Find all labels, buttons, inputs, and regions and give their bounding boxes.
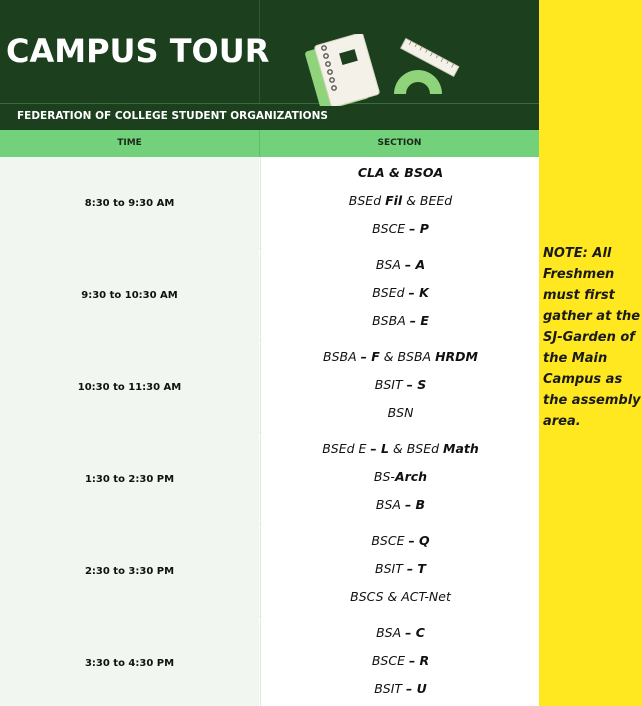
section-line <box>261 165 540 180</box>
section-text: & BSBA <box>379 349 436 364</box>
section-text: BSEd <box>372 285 409 300</box>
time-cell <box>0 341 259 433</box>
section-text: BSEd E <box>322 441 371 456</box>
section-cell <box>260 433 539 525</box>
section-text: Arch <box>394 469 428 484</box>
section-line <box>261 349 540 364</box>
section-text: & BSEd <box>389 441 444 456</box>
section-line <box>261 561 540 576</box>
section-cell <box>260 525 539 617</box>
section-text: BSA <box>376 625 406 640</box>
time-label: 1:30 to 2:30 PM <box>84 473 175 485</box>
table-row <box>0 433 539 525</box>
table-row <box>0 157 539 249</box>
column-header-section: SECTION <box>377 138 422 148</box>
section-text: BSEd <box>348 193 386 208</box>
section-line <box>261 533 540 548</box>
section-text: BSBA <box>372 313 410 328</box>
section-line <box>261 625 540 640</box>
note-panel <box>539 0 642 706</box>
section-line <box>261 681 540 696</box>
section-text: – F <box>360 349 380 364</box>
section-text: – Q <box>408 533 430 548</box>
protractor-icon <box>394 70 442 94</box>
section-line <box>261 193 540 208</box>
section-cell <box>260 341 539 433</box>
section-text: BSIT <box>375 561 407 576</box>
section-line <box>261 405 540 420</box>
section-line <box>261 469 540 484</box>
section-text: BSN <box>387 405 414 420</box>
time-cell <box>0 525 259 617</box>
time-label: 8:30 to 9:30 AM <box>84 197 175 209</box>
section-cell <box>260 249 539 341</box>
section-text: HRDM <box>435 349 478 364</box>
section-text: BSCE <box>372 221 410 236</box>
section-text: BSIT <box>374 377 407 392</box>
notebook-icon <box>304 34 379 106</box>
section-text: – E <box>409 313 429 328</box>
section-text: BSCE <box>371 533 409 548</box>
section-line <box>261 589 540 604</box>
section-text: – S <box>406 377 427 392</box>
time-label: 3:30 to 4:30 PM <box>84 657 175 669</box>
section-cell <box>260 617 539 706</box>
page-subtitle: FEDERATION OF COLLEGE STUDENT ORGANIZATIONS <box>17 110 328 122</box>
section-text: BSCE <box>371 653 409 668</box>
page-title: CAMPUS TOUR <box>6 32 270 70</box>
time-cell <box>0 249 259 341</box>
section-text: – C <box>405 625 425 640</box>
column-header-time: TIME <box>117 138 142 148</box>
section-line <box>261 313 540 328</box>
school-supplies-illustration <box>300 34 470 106</box>
section-line <box>261 221 540 236</box>
section-line <box>261 441 540 456</box>
time-cell <box>0 433 259 525</box>
section-line <box>261 377 540 392</box>
section-text: – R <box>408 653 430 668</box>
table-row <box>0 341 539 433</box>
table-row <box>0 617 539 706</box>
time-label: 10:30 to 11:30 AM <box>77 381 182 393</box>
section-text: BSA <box>375 257 405 272</box>
section-text: – T <box>406 561 426 576</box>
section-text: – B <box>404 497 426 512</box>
section-cell <box>260 157 539 249</box>
section-text: – A <box>404 257 426 272</box>
section-text: BSIT <box>374 681 407 696</box>
section-text: – U <box>406 681 427 696</box>
section-text: & BEEd <box>402 193 453 208</box>
assembly-note: NOTE: All Freshmen must first gather at the SJ-Garden of the Main Campus as the assembly area. <box>543 246 641 429</box>
time-cell <box>0 617 259 706</box>
column-header-row <box>0 130 539 157</box>
table-row <box>0 249 539 341</box>
schedule-table <box>0 157 539 706</box>
section-text: – K <box>408 285 429 300</box>
time-cell <box>0 157 259 249</box>
section-line <box>261 653 540 668</box>
table-row <box>0 525 539 617</box>
section-line <box>261 285 540 300</box>
section-line <box>261 497 540 512</box>
time-label: 2:30 to 3:30 PM <box>84 565 175 577</box>
section-text: BSA <box>375 497 405 512</box>
section-text: BSCS & ACT-Net <box>350 589 451 604</box>
section-text: – P <box>409 221 429 236</box>
time-label: 9:30 to 10:30 AM <box>81 289 178 301</box>
header <box>0 0 539 130</box>
section-line <box>261 257 540 272</box>
section-text: Fil <box>385 193 403 208</box>
ruler-icon <box>401 39 459 77</box>
section-text: CLA & BSOA <box>357 165 444 180</box>
section-text: – L <box>370 441 389 456</box>
section-text: Math <box>443 441 479 456</box>
section-text: BS- <box>373 469 395 484</box>
section-text: BSBA <box>323 349 361 364</box>
